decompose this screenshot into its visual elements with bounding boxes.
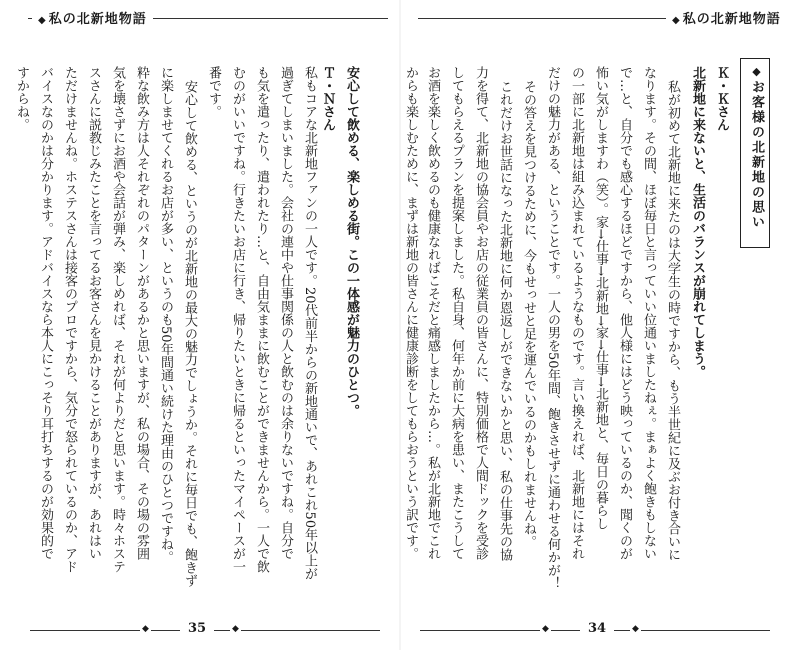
footer-left (30, 620, 380, 640)
right-page (400, 0, 800, 650)
body-line: その答えを見つけるために、今もせっせと足を運んでいるのかもしれませんね。 (521, 80, 536, 548)
body-line: に楽しませてくれるお店が多い、というのも50年間通い続けた理由のひとつですね。 (158, 66, 173, 564)
body-line: だけの魅力がある、ということです。一人の男を50年間、飽きさせずに通わせる何かが！ (545, 66, 560, 590)
body-line: 力を得て、北新地の協会員やお店の従業員の皆さんに、特別価格で人間ドックを受診 (473, 66, 488, 560)
body-line: 粋な飲み方は人それぞれのパターンがあるかと思いますが、私の場合、その場の雰囲 (134, 66, 149, 560)
body-line: すからね。 (14, 66, 29, 131)
body-line: の一部に北新地は組み込まれているようなものです。言い換えれば、北新地にはそれ (569, 66, 584, 560)
body-line: 私もコアな北新地ファンの一人です。20代前半からの新地通いで、あれこれ50年以上が (302, 66, 317, 581)
article-headline: 安心して飲める、楽しめる街。この一体感が魅力のひとつ。 (344, 66, 359, 417)
body-line: なります。その間、ほぼ毎日と言っていい位通いましたねぇ。まぁよく飽きもしない (641, 66, 656, 560)
running-header-right (418, 8, 780, 30)
body-line: 過ぎてしまいました。会社の連中や仕事関係の人と飲むのは余りないですね。自分で (278, 66, 293, 560)
speaker-name: Ｔ・Ｎさん (320, 66, 335, 131)
running-header-left (28, 8, 388, 30)
ornament-icon: ◆ (232, 624, 239, 634)
page-number: 34 (580, 621, 614, 636)
body-line: お酒を楽しく飲めるのも健康なればこそだと痛感しましたから…。私が北新地でこれ (425, 66, 440, 560)
ornament-icon: ◆ (542, 624, 549, 634)
body-line: で…と、自分でも感心するほどですから、他人様にはどう映っているのか、聞くのが (617, 66, 632, 560)
section-title: お客様の北新地の思い (749, 80, 764, 230)
body-line: 私が初めて北新地に来たのは大学生の時ですから、もう半世紀に及ぶお付き合いに (665, 80, 680, 561)
diamond-icon: ◆ (38, 15, 47, 26)
section-heading-box (740, 58, 770, 248)
body-line: も気を遣ったり、遣われたり…と、自由気ままに飲むことができませんから。一人で飲 (254, 66, 269, 573)
diamond-icon: ◆ (750, 65, 763, 80)
body-line: スさんに説教じみたことを言ってるお客さんを見かけることがありますが、あれはい (86, 66, 101, 560)
diamond-icon: ◆ (672, 15, 681, 26)
body-line: バイスなのかは分かります。アドバイスなら本人にこっそり耳打ちするのが効果的で (38, 66, 53, 560)
body-line: ただけませんね。ホステスさんは接客のプロですから、気分で怒られているのか、アド (62, 66, 77, 573)
footer-right (420, 620, 770, 640)
body-line: してもらえるプランを提案しました。私自身、何年か前に大病を患い、またこうして (449, 66, 464, 560)
body-line: からも楽しむために、まずは新地の皆さんに健康診断をしてもらおうという訳です。 (403, 66, 418, 560)
body-line: むのがいいですね。行きたいお店に行き、帰りたいときに帰るといったマイペースが一 (230, 66, 245, 573)
speaker-name: Ｋ・Ｋさん (714, 66, 729, 131)
body-line: 気を壊さずにお酒や会話が弾み、楽しめれば、それが何よりだと思います。時々ホステ (110, 66, 125, 573)
page-number: 35 (180, 621, 214, 636)
body-line: 怖い気がしますわ（笑）。家→仕事→北新地→家→仕事→北新地と、毎日の暮らし (593, 66, 608, 530)
body-line: これだけお世話になった北新地に何か恩返しができないかと思い、私の仕事先の協 (497, 80, 512, 561)
article-headline: 北新地に来ないと、生活のバランスが崩れてしまう。 (690, 66, 705, 378)
body-line: 安心して飲める、というのが北新地の最大の魅力でしょうか。それに毎日でも、飽きず (182, 80, 197, 587)
ornament-icon: ◆ (142, 624, 149, 634)
header-title-left: ◆ 私の北新地物語 (32, 8, 153, 27)
body-line: 番です。 (206, 66, 221, 118)
ornament-icon: ◆ (632, 624, 639, 634)
header-title-right: ◆ 私の北新地物語 (666, 8, 787, 27)
